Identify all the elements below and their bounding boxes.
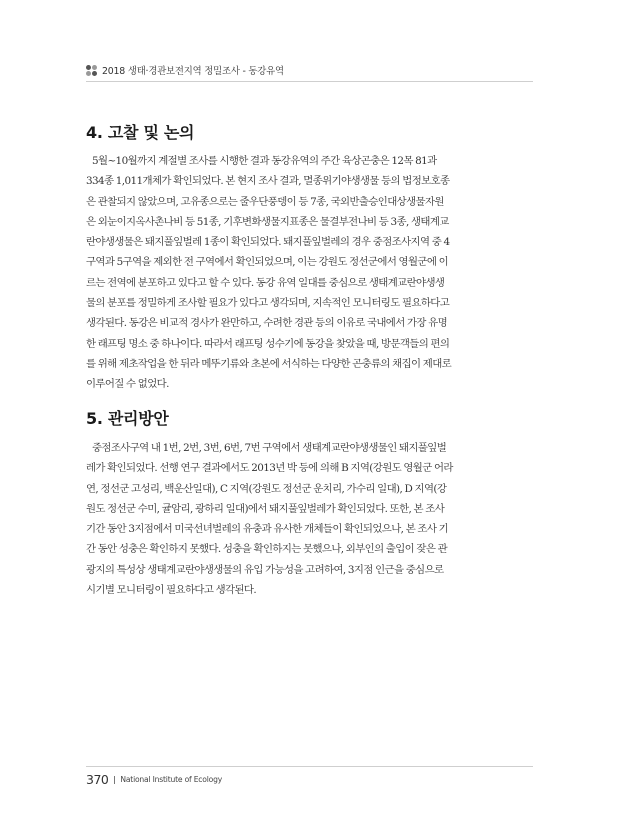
page-footer (86, 772, 222, 787)
paragraph-discussion (86, 151, 533, 395)
text-line: 시기별 모니터링이 필요하다고 생각된다. (86, 584, 257, 597)
text-line: 를 위해 제초작업을 한 뒤라 메뚜기류와 초본에 서식하는 다양한 곤충류의 채집이 제대로 (86, 357, 452, 370)
header-dots-icon (86, 65, 97, 76)
section-heading-management: 5. 관리방안 (86, 409, 169, 428)
header-divider (86, 81, 533, 82)
text-line: 레가 확인되었다. 선행 연구 결과에서도 2013년 박 등에 의해 B 지역(강원도 영월군 어라 (86, 462, 453, 475)
section-heading-discussion: 4. 고찰 및 논의 (86, 123, 195, 142)
running-header-title: 2018 생태·경관보전지역 정밀조사 - 동강유역 (102, 66, 284, 77)
text-line: 광지의 특성상 생태계교란야생생물의 유입 가능성을 고려하여, 3지점 인근을 중심으로 (86, 563, 444, 576)
text-line: 334종 1,011개체가 확인되었다. 본 현지 조사 결과, 멸종위기야생생물 등의 법정보호종 (86, 175, 450, 188)
text-line: 생각된다. 동강은 비교적 경사가 완만하고, 수려한 경관 등의 이유로 국내에서 가장 유명 (86, 317, 448, 330)
footer-institution: National Institute of Ecology (120, 775, 222, 784)
text-line: 5월~10월까지 계절별 조사를 시행한 결과 동강유역의 주간 육상곤충은 12목 81과 (92, 155, 437, 167)
running-header (86, 62, 533, 78)
text-line: 한 래프팅 명소 중 하나이다. 따라서 래프팅 성수기에 동강을 찾았을 때, 방문객들의 편의 (86, 337, 450, 350)
text-line: 구역과 5구역을 제외한 전 구역에서 확인되었으며, 이는 강원도 정선군에서 영월군에 이 (86, 256, 449, 269)
footer-separator (114, 776, 115, 784)
text-line: 은 외눈이지옥사촌나비 등 51종, 기후변화생물지표종은 물결부전나비 등 3종, 생태계교 (86, 215, 449, 228)
page-number: 370 (86, 772, 109, 787)
footer-divider (86, 766, 533, 767)
text-line: 중점조사구역 내 1번, 2번, 3번, 6번, 7번 구역에서 생태계교란야생생물인 돼지풀잎벌 (92, 442, 447, 454)
text-line: 간 동안 성충은 확인하지 못했다. 성충을 확인하지는 못했으나, 외부인의 출입이 잦은 관 (86, 543, 448, 556)
text-line: 원도 정선군 수미, 귤암리, 광하리 일대)에서 돼지풀잎벌레가 확인되었다. 또한, 본 조사 (86, 502, 445, 515)
text-line: 물의 분포를 정밀하게 조사할 필요가 있다고 생각되며, 지속적인 모니터링도 필요하다고 (86, 297, 450, 310)
text-line: 기간 동안 3지점에서 미국선녀벌레의 유충과 유사한 개체들이 확인되었으나, 본 조사 기 (86, 523, 449, 536)
text-line: 란야생생물은 돼지풀잎벌레 1종이 확인되었다. 돼지풀잎벌레의 경우 중점조사지역 중 4 (86, 236, 450, 249)
text-line: 이루어질 수 없었다. (86, 378, 169, 391)
paragraph-management (86, 438, 533, 600)
text-line: 연, 정선군 고성리, 백운산일대), C 지역(강원도 정선군 운치리, 가수리 일대), D 지역(강 (86, 482, 447, 495)
text-line: 르는 전역에 분포하고 있다고 할 수 있다. 동강 유역 일대를 중심으로 생태계교란야생생 (86, 276, 445, 289)
text-line: 은 관찰되지 않았으며, 고유종으로는 줄우단풍뎅이 등 7종, 국외반출승인대상생물자원 (86, 195, 444, 208)
